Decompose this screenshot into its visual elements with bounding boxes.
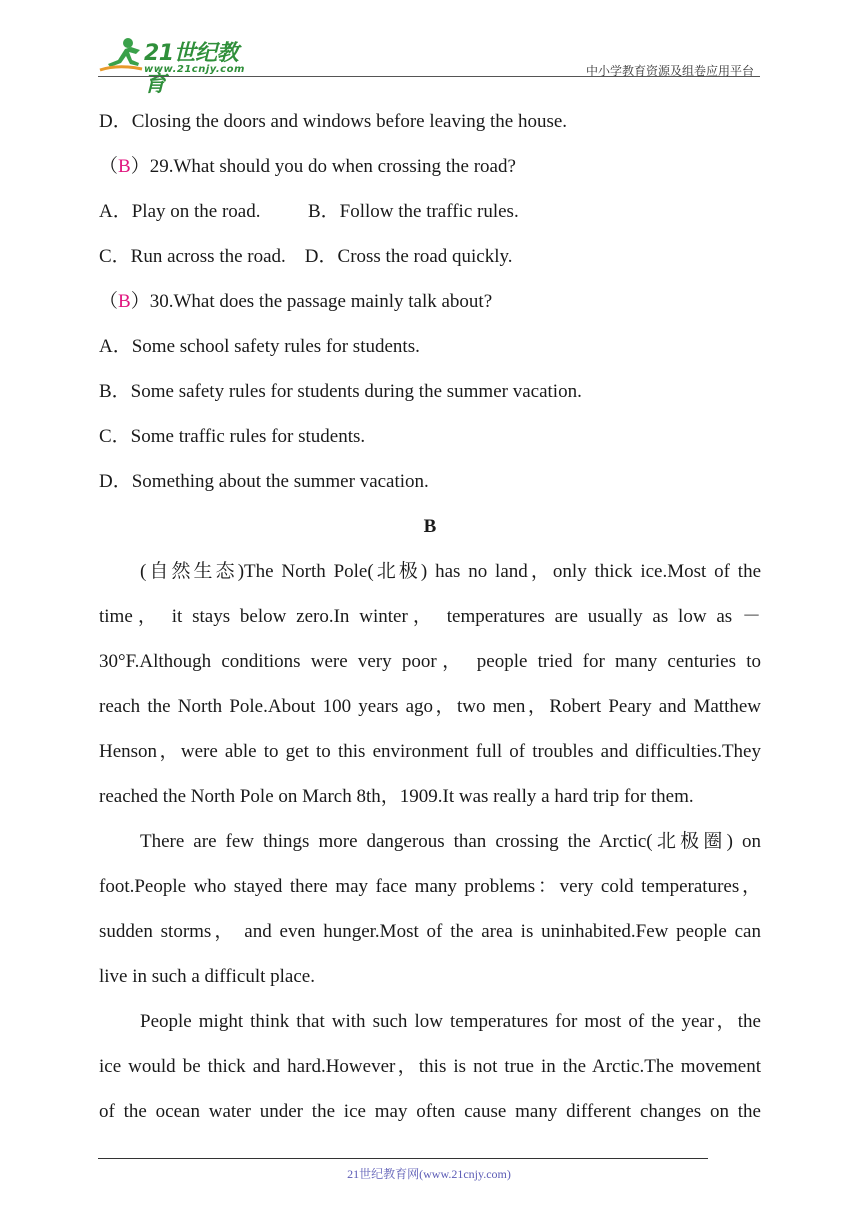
q29-open-paren: （ xyxy=(99,156,119,177)
paragraph-1-line-2: time， it stays below zero.In winter， temperatures are usually as low as － xyxy=(99,606,761,627)
paragraph-1-line-4: reach the North Pole.About 100 years ago，two men，Robert Peary and Matthew xyxy=(99,696,761,717)
paragraph-2-line-1: There are few things more dangerous than crossing the Arctic(北极圈) on xyxy=(140,831,761,852)
runner-icon xyxy=(98,36,144,76)
q29-options-cd: C．Run across the road. D．Cross the road quickly. xyxy=(99,246,513,267)
paragraph-1-line-1: (自然生态)The North Pole(北极) has no land，only thick ice.Most of the xyxy=(140,561,761,582)
option-d-q28: D．Closing the doors and windows before leaving the house. xyxy=(99,111,568,132)
paragraph-2-line-4: live in such a difficult place. xyxy=(99,966,315,987)
paragraph-2-line-3: sudden storms， and even hunger.Most of the area is uninhabited.Few people can xyxy=(99,921,761,942)
footer-divider xyxy=(98,1158,708,1159)
logo-url: www.21cnjy.com xyxy=(144,64,245,75)
q30-answer: B xyxy=(118,291,131,312)
paragraph-2-line-2: foot.People who stayed there may face many problems：very cold temperatures， xyxy=(99,876,761,897)
q30-open-paren: （ xyxy=(99,291,119,312)
header-divider xyxy=(98,76,760,77)
section-heading: B xyxy=(423,516,437,537)
q29-answer: B xyxy=(118,156,131,177)
logo xyxy=(98,36,258,97)
paragraph-3-line-3: of the ocean water under the ice may often cause many different changes on the xyxy=(99,1101,761,1122)
q30-text: ）30.What does the passage mainly talk about? xyxy=(130,291,493,312)
q29-text: ）29.What should you do when crossing the road? xyxy=(130,156,516,177)
question-30 xyxy=(99,290,492,314)
paragraph-3-line-1: People might think that with such low temperatures for most of the year，the xyxy=(140,1011,761,1032)
page-header xyxy=(98,30,760,97)
q30-option-a: A．Some school safety rules for students. xyxy=(99,336,420,357)
paragraph-1-line-6: reached the North Pole on March 8th，1909.It was really a hard trip for them. xyxy=(99,786,694,807)
q29-options-ab: A．Play on the road. B．Follow the traffic rules. xyxy=(99,201,519,222)
paragraph-3-line-2: ice would be thick and hard.However，this is not true in the Arctic.The movement xyxy=(99,1056,761,1077)
q30-option-c: C．Some traffic rules for students. xyxy=(99,426,366,447)
paragraph-1-line-3: 30°F.Although conditions were very poor， people tried for many centuries to xyxy=(99,651,761,672)
page-footer: 21世纪教育网(www.21cnjy.com) xyxy=(347,1167,511,1181)
q30-option-b: B．Some safety rules for students during the summer vacation. xyxy=(99,381,582,402)
paragraph-1-line-5: Henson，were able to get to this environment full of troubles and difficulties.They xyxy=(99,741,761,762)
q30-option-d: D．Something about the summer vacation. xyxy=(99,471,429,492)
logo-text: 21世纪教育 xyxy=(144,41,239,97)
platform-title: 中小学教育资源及组卷应用平台 xyxy=(585,64,754,78)
question-29 xyxy=(99,155,516,179)
